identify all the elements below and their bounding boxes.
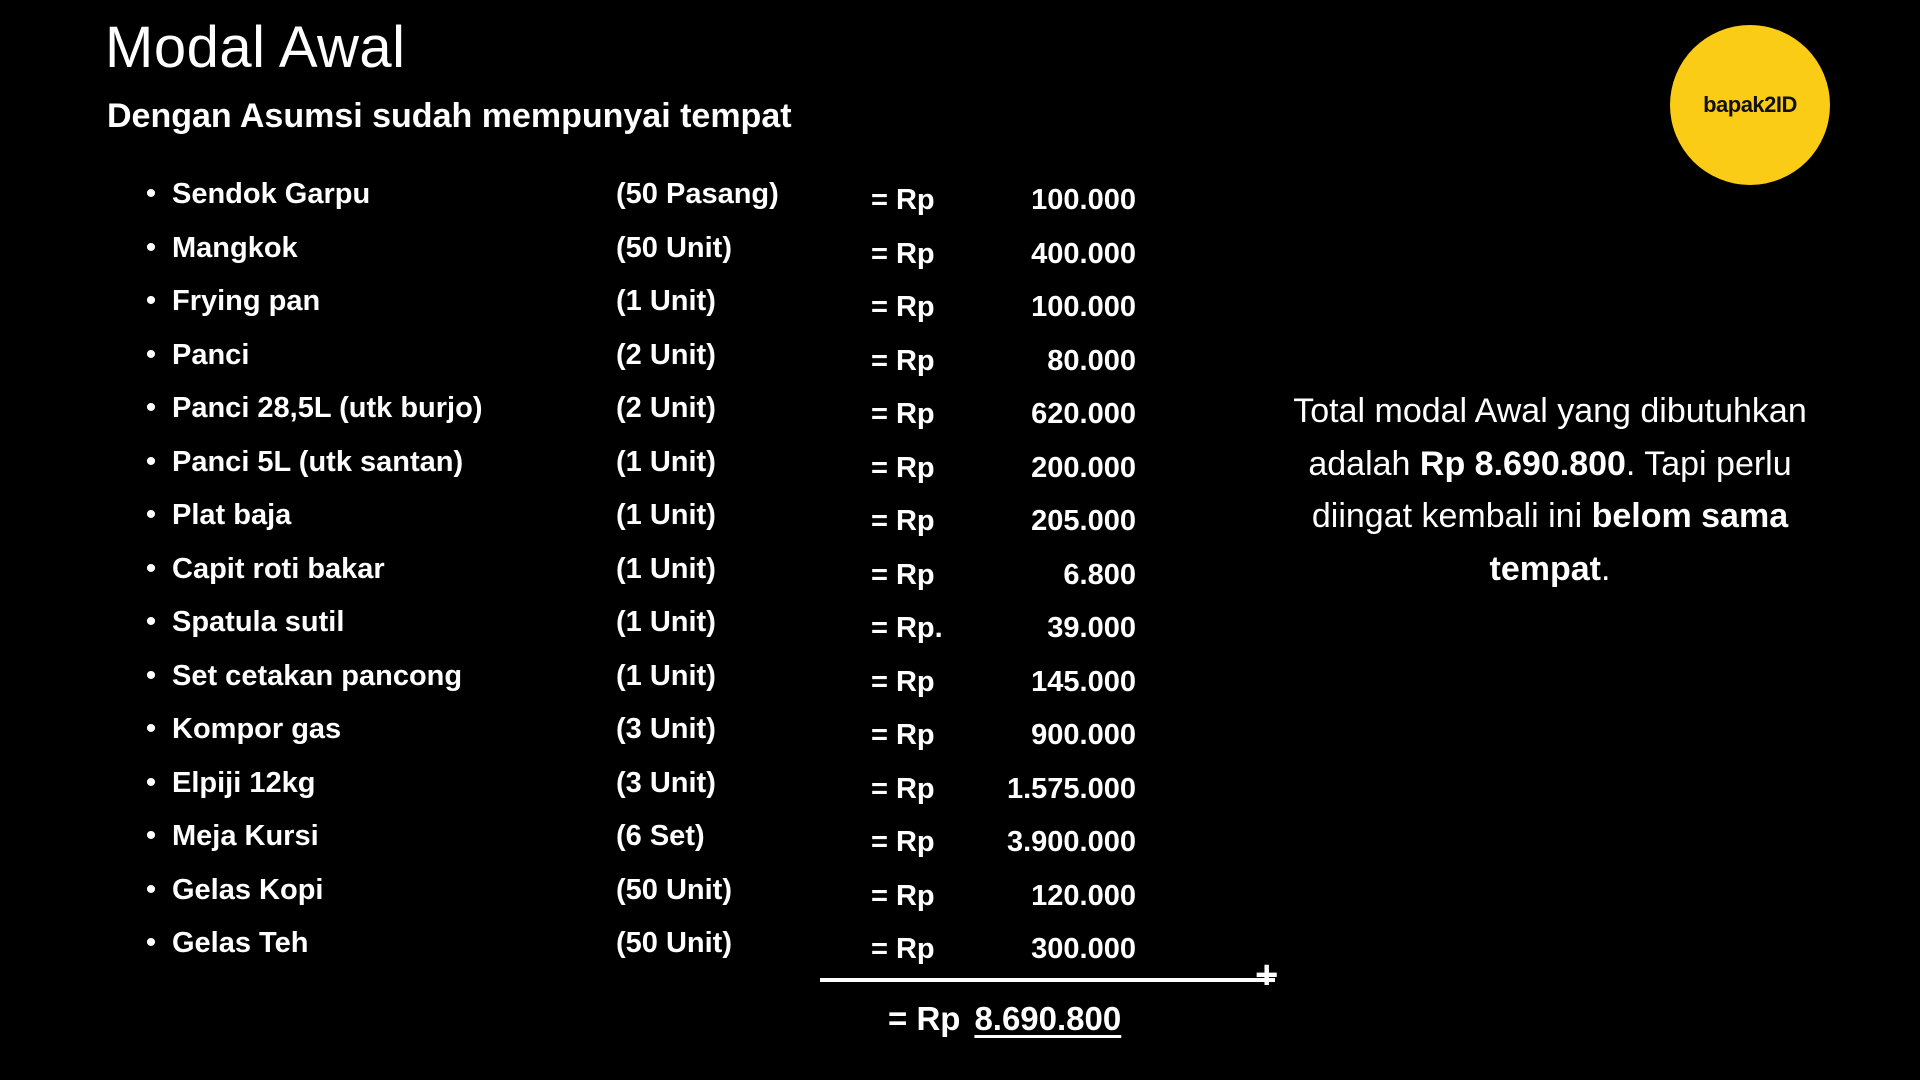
cost-item-quantity: (2 Unit) [616, 338, 716, 371]
cost-item-quantity: (1 Unit) [616, 445, 716, 478]
cost-item-quantity: (1 Unit) [616, 552, 716, 585]
cost-item-row [130, 232, 1190, 286]
total-value: 8.690.800 [974, 1000, 1122, 1037]
cost-item-amount: 80.000 [1047, 344, 1136, 377]
summary-line-3: Tapi perlu diingat kembali ini [1311, 444, 1792, 536]
cost-item-currency: = Rp [871, 398, 935, 430]
cost-item-currency: = Rp [871, 826, 935, 858]
cost-item-amount: 200.000 [1031, 451, 1136, 484]
cost-item-amount: 145.000 [1031, 665, 1136, 698]
cost-item-amount: 300.000 [1031, 933, 1136, 965]
bullet-icon: • [145, 284, 157, 317]
cost-item-currency: = Rp [871, 665, 935, 698]
bullet-icon: • [145, 551, 157, 585]
cost-item-currency: = Rp [871, 184, 935, 216]
cost-item-name: Plat baja [172, 499, 292, 531]
cost-item-name: Gelas Kopi [172, 873, 324, 906]
summary-amount: Rp 8.690.800 [1419, 444, 1626, 483]
cost-item-name: Spatula sutil [172, 606, 345, 638]
cost-item-row [130, 339, 1190, 393]
cost-item-name: Gelas Teh [172, 927, 309, 959]
bullet-icon: • [145, 872, 157, 906]
total-equals-label: = Rp [888, 1000, 961, 1037]
cost-item-currency: = Rp [871, 719, 935, 751]
cost-item-row [130, 606, 1190, 660]
cost-item-row [130, 178, 1190, 232]
cost-item-name: Set cetakan pancong [172, 659, 463, 692]
cost-item-name: Mangkok [172, 231, 298, 264]
cost-item-name: Sendok Garpu [172, 178, 371, 210]
page-subtitle: Dengan Asumsi sudah mempunyai tempat [107, 97, 792, 135]
summary-line-2: . [1625, 444, 1636, 483]
cost-item-currency: = Rp [871, 237, 935, 270]
bullet-icon: • [145, 926, 157, 959]
summary-line-1: Total modal Awal yang dibutuhkan adalah [1293, 392, 1807, 483]
summary-line-4: . [1601, 550, 1611, 589]
bullet-icon: • [145, 498, 157, 531]
sum-divider-line [820, 978, 1275, 982]
bullet-icon: • [145, 605, 157, 638]
brand-logo [1670, 25, 1830, 185]
bullet-icon: • [145, 230, 157, 264]
total-row [888, 1000, 1121, 1038]
cost-item-name: Meja Kursi [172, 820, 319, 852]
bullet-icon: • [145, 337, 157, 371]
cost-item-row [130, 392, 1190, 446]
sum-plus-symbol: + [1255, 953, 1279, 997]
cost-item-amount: 39.000 [1047, 612, 1136, 644]
cost-item-row [130, 446, 1190, 500]
cost-item-currency: = Rp [871, 772, 935, 805]
cost-item-name: Kompor gas [172, 713, 342, 745]
cost-item-amount: 120.000 [1031, 879, 1136, 912]
cost-item-name: Elpiji 12kg [172, 766, 316, 799]
cost-item-amount: 205.000 [1031, 505, 1136, 537]
cost-item-currency: = Rp [871, 344, 935, 377]
cost-item-quantity: (2 Unit) [616, 392, 716, 424]
cost-item-currency: = Rp. [871, 612, 943, 644]
cost-item-amount: 400.000 [1031, 237, 1136, 270]
cost-item-quantity: (50 Unit) [616, 231, 732, 264]
bullet-icon: • [145, 765, 157, 799]
cost-item-quantity: (3 Unit) [616, 713, 716, 745]
cost-item-row [130, 713, 1190, 767]
cost-item-name: Capit roti bakar [172, 552, 385, 585]
brand-logo-label: bapak2ID [1703, 92, 1797, 117]
cost-item-row [130, 499, 1190, 553]
cost-item-row [130, 767, 1190, 821]
cost-item-list [130, 178, 1190, 981]
cost-item-currency: = Rp [871, 879, 935, 912]
cost-item-name: Panci 5L (utk santan) [172, 445, 464, 478]
cost-item-currency: = Rp [871, 291, 935, 323]
cost-item-amount: 100.000 [1031, 291, 1136, 323]
page-title: Modal Awal [105, 15, 406, 80]
cost-item-amount: 6.800 [1063, 558, 1136, 591]
cost-item-currency: = Rp [871, 933, 935, 965]
cost-item-row [130, 927, 1190, 981]
cost-item-quantity: (1 Unit) [616, 285, 716, 317]
summary-text [1255, 385, 1845, 596]
cost-item-row [130, 553, 1190, 607]
cost-item-quantity: (1 Unit) [616, 606, 716, 638]
cost-item-currency: = Rp [871, 451, 935, 484]
cost-item-quantity: (50 Unit) [616, 927, 732, 959]
cost-item-name: Panci [172, 338, 250, 371]
cost-item-quantity: (6 Set) [616, 820, 705, 852]
bullet-icon: • [145, 712, 157, 745]
cost-item-row [130, 660, 1190, 714]
cost-item-amount: 100.000 [1031, 184, 1136, 216]
cost-item-name: Panci 28,5L (utk burjo) [172, 392, 483, 424]
cost-item-quantity: (50 Unit) [616, 873, 732, 906]
cost-item-name: Frying pan [172, 285, 321, 317]
cost-item-currency: = Rp [871, 558, 935, 591]
cost-item-amount: 900.000 [1031, 719, 1136, 751]
cost-item-quantity: (1 Unit) [616, 659, 716, 692]
bullet-icon: • [145, 819, 157, 852]
cost-item-amount: 1.575.000 [1006, 772, 1136, 805]
bullet-icon: • [145, 444, 157, 478]
cost-item-amount: 620.000 [1031, 398, 1136, 430]
cost-item-quantity: (1 Unit) [616, 499, 716, 531]
summary-emphasis: belom sama tempat [1489, 497, 1789, 589]
cost-item-quantity: (50 Pasang) [616, 178, 779, 210]
cost-item-row [130, 285, 1190, 339]
cost-item-currency: = Rp [871, 505, 935, 537]
cost-item-row [130, 874, 1190, 928]
bullet-icon: • [145, 658, 157, 692]
cost-item-quantity: (3 Unit) [616, 766, 716, 799]
bullet-icon: • [145, 177, 157, 210]
cost-item-amount: 3.900.000 [1006, 826, 1136, 858]
cost-item-row [130, 820, 1190, 874]
bullet-icon: • [145, 391, 157, 424]
